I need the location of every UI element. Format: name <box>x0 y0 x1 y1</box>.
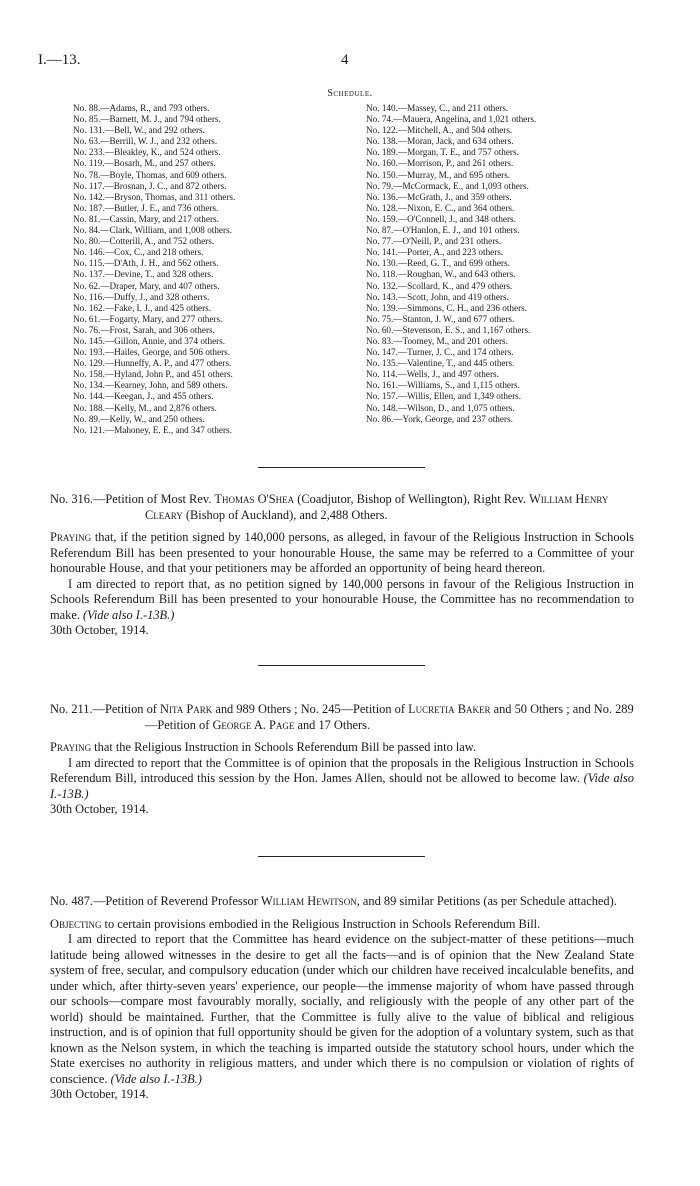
schedule-entry: No. 148.—Wilson, D., and 1,075 others. <box>366 402 515 413</box>
schedule-entry: No. 142.—Bryson, Thomas, and 311 others. <box>73 191 236 202</box>
petition-objection: Objecting to certain provisions embodied in the Religious Instruction in Schools Referendum Bill. <box>50 916 541 931</box>
schedule-entry: No. 141.—Porter, A., and 223 others. <box>366 247 504 258</box>
schedule-entry: No. 62.—Draper, Mary, and 407 others. <box>73 280 220 291</box>
petitioner-name: George A. Page <box>212 717 295 732</box>
schedule-entry: No. 122.—Mitchell, A., and 504 others. <box>366 125 513 136</box>
schedule-entry: No. 138.—Moran, Jack, and 634 others. <box>366 136 514 147</box>
schedule-entry: No. 88.—Adams, R., and 793 others. <box>73 103 210 113</box>
schedule-entry: No. 114.—Wells, J., and 497 others. <box>366 369 499 380</box>
section-divider <box>258 665 425 666</box>
schedule-entry: No. 75.—Stanton, J. W., and 677 others. <box>366 313 515 324</box>
petition-211 <box>50 702 634 818</box>
schedule-entry: No. 147.—Turner, J. C., and 174 others. <box>366 347 514 358</box>
schedule-entry: No. 233.—Bleakley, K., and 524 others. <box>73 147 221 158</box>
petition-487 <box>50 894 634 1103</box>
petitioner-name: Nita Park <box>160 702 213 716</box>
schedule-entry: No. 85.—Barnett, M. J., and 794 others. <box>73 114 221 125</box>
page-number: 4 <box>341 52 349 68</box>
schedule-entry: No. 116.—Duffy, J., and 328 otherrs. <box>73 291 210 302</box>
document-reference: I.—13. <box>38 52 81 68</box>
schedule-entry: No. 86.—York, George, and 237 others. <box>366 413 513 424</box>
schedule-entry: No. 135.—Valentine, T., and 445 others. <box>366 358 515 369</box>
schedule-entry: No. 61.—Fogarty, Mary, and 277 others. <box>73 313 223 324</box>
schedule-entry: No. 144.—Keegan, J., and 455 others. <box>73 391 214 402</box>
schedule-entry: No. 143.—Scott, John, and 419 others. <box>366 291 509 302</box>
schedule-entry: No. 188.—Kelly, M., and 2,876 others. <box>73 402 217 413</box>
schedule-entry: No. 77.—O'Neill, P., and 231 others. <box>366 236 502 247</box>
schedule-entry: No. 162.—Fake, I. J., and 425 others. <box>73 302 212 313</box>
petition-heading: No. 211.—Petition of Nita Park and 989 Others ; No. 245—Petition of Lucretia Baker and 50 Others ; and No. 289—Petition of George A. Page and 17 Others. <box>50 702 634 732</box>
report-date: 30th October, 1914. <box>50 623 149 637</box>
schedule-entry: No. 76.—Frost, Sarah, and 306 others. <box>73 324 215 335</box>
schedule-entry: No. 134.—Kearney, John, and 589 others. <box>73 380 228 391</box>
schedule-entry: No. 160.—Morrison, P., and 261 others. <box>366 158 514 169</box>
schedule-entry: No. 139.—Simmons, C. H., and 236 others. <box>366 302 528 313</box>
committee-report: I am directed to report that the Committee is of opinion that the proposals in the Religious Instruction in Schools Referendum Bill, introduced this session by the Hon. James Allen, should not be allowed to become law. (Vide also I.-13B.) <box>50 755 634 801</box>
committee-report: I am directed to report that the Committee has heard evidence on the subject-matter of these petitions—much latitude being allowed witnesses in the desire to get all the facts—and is of opinion that the New Zealand State system of free, secular, and compulsory education (under which our children have received incalculable benefits, and under which, after thirty-seven years' experience, our people—the immense majority of whom have passed through our schools—compare most favourably morally, socially, and religiously with the people of any other part of the world) should be maintained. Further, that the Committee is fully alive to the value of biblical and religious instruction, and is of opinion that full opportunity should be given for the adoption of a voluntary system, such as that known as the Nelson system, in which the teaching is imparted outside the statutory school hours, under which the State exercises no authority in religious matters, and under which there is no compulsion or violation of rights of conscience. (Vide also I.-13B.) <box>50 932 634 1086</box>
schedule-entry: No. 121.—Mahoney, E. E., and 347 others. <box>73 424 232 435</box>
schedule-entry: No. 150.—Murray, M., and 695 others. <box>366 169 511 180</box>
schedule-entry: No. 130.—Reed, G. T., and 699 others. <box>366 258 510 269</box>
schedule-entry: No. 131.—Bell, W., and 292 others. <box>73 125 205 136</box>
schedule-entry: No. 146.—Cox, C., and 218 others. <box>73 247 204 258</box>
petitioner-name: William Hewitson <box>260 894 357 908</box>
petitioner-name: Lucretia Baker <box>408 702 491 716</box>
schedule-entry: No. 118.—Roughan, W., and 643 others. <box>366 269 516 280</box>
petition-prayer: Praying that, if the petition signed by 140,000 persons, as alleged, in favour of the Religious Instruction in Schools Referendum Bill has been presented to your honourable House, the same may be referred to a Committee of your honourable House, and that your petitioners may be afforded an opportunity of being heard thereon. <box>50 530 634 575</box>
schedule-entry: No. 78.—Boyle, Thomas, and 609 others. <box>73 169 227 180</box>
schedule-entry: No. 159.—O'Connell, J., and 348 others. <box>366 213 516 224</box>
schedule-right-column <box>366 103 536 425</box>
schedule-entry: No. 129.—Hunneffy, A. P., and 477 others. <box>73 358 232 369</box>
vide-reference: (Vide also I.-13B.) <box>50 771 634 801</box>
petitioner-name: Thomas O'Shea <box>214 492 295 506</box>
schedule-entry: No. 189.—Morgan, T. E., and 757 others. <box>366 147 519 158</box>
petitioner-name: William Henry Cleary <box>145 492 609 522</box>
schedule-entry: No. 140.—Massey, C., and 211 others. <box>366 103 509 113</box>
schedule-entry: No. 60.—Stevenson, E. S., and 1,167 others. <box>366 324 531 335</box>
schedule-entry: No. 136.—McGrath, J., and 359 others. <box>366 191 512 202</box>
vide-reference: (Vide also I.-13B.) <box>83 607 175 622</box>
schedule-entry: No. 193.—Hailes, George, and 506 others. <box>73 347 231 358</box>
section-divider <box>258 467 425 468</box>
petition-prayer: Praying that the Religious Instruction in Schools Referendum Bill be passed into law. <box>50 740 477 754</box>
report-date: 30th October, 1914. <box>50 802 149 816</box>
schedule-entry: No. 137.—Devine, T., and 328 others. <box>73 269 214 280</box>
section-divider <box>258 856 425 857</box>
petition-316 <box>50 492 634 639</box>
schedule-entry: No. 117.—Brosnan, J. C., and 872 others. <box>73 180 227 191</box>
schedule-title: Schedule. <box>327 88 373 99</box>
schedule-entry: No. 84.—Clark, William, and 1,008 others. <box>73 225 232 236</box>
schedule-entry: No. 157.—Willis, Ellen, and 1,349 others. <box>366 391 522 402</box>
schedule-entry: No. 79.—McCormack, E., and 1,093 others. <box>366 180 529 191</box>
schedule-entry: No. 81.—Cassin, Mary, and 217 others. <box>73 213 219 224</box>
schedule-entry: No. 187.—Butler, J. E., and 736 others. <box>73 202 219 213</box>
petition-heading: No. 316.—Petition of Most Rev. Thomas O'Shea (Coadjutor, Bishop of Wellington), Right Rev. William Henry Cleary (Bishop of Auckland), and 2,488 Others. <box>50 492 609 522</box>
schedule-entry: No. 115.—D'Ath, J. H., and 562 others. <box>73 258 219 269</box>
schedule-entry: No. 119.—Bosarh, M., and 257 others. <box>73 158 216 169</box>
schedule-entry: No. 80.—Cotterill, A., and 752 others. <box>73 236 215 247</box>
schedule-entry: No. 63.—Berrill, W. J., and 232 others. <box>73 136 218 147</box>
schedule-entry: No. 74.—Mauera, Angelina, and 1,021 others. <box>366 114 537 125</box>
schedule-entry: No. 128.—Nixon, E. C., and 364 others. <box>366 202 515 213</box>
schedule-entry: No. 87.—O'Hanlon, E. J., and 101 others. <box>366 225 520 236</box>
schedule-entry: No. 161.—Williams, S., and 1,115 others. <box>366 380 520 391</box>
schedule-entry: No. 83.—Toomey, M., and 201 others. <box>366 335 508 346</box>
petition-heading: No. 487.—Petition of Reverend Professor William Hewitson, and 89 similar Petitions (as per Schedule attached). <box>50 894 617 908</box>
committee-report: I am directed to report that, as no petition signed by 140,000 persons in favour of the Religious Instruction in Schools Referendum Bill has been presented to your honourable House, the Committee has no recommendation to make. (Vide also I.-13B.) <box>50 576 634 622</box>
schedule-entry: No. 145.—Gillon, Annie, and 374 others. <box>73 335 226 346</box>
schedule-entry: No. 158.—Hyland, John P., and 451 others. <box>73 369 233 380</box>
schedule-left-column <box>73 103 235 436</box>
report-date: 30th October, 1914. <box>50 1087 149 1101</box>
vide-reference: (Vide also I.-13B.) <box>110 1071 202 1086</box>
schedule-entry: No. 132.—Scollard, K., and 479 others. <box>366 280 513 291</box>
schedule-entry: No. 89.—Kelly, W., and 250 others. <box>73 413 205 424</box>
